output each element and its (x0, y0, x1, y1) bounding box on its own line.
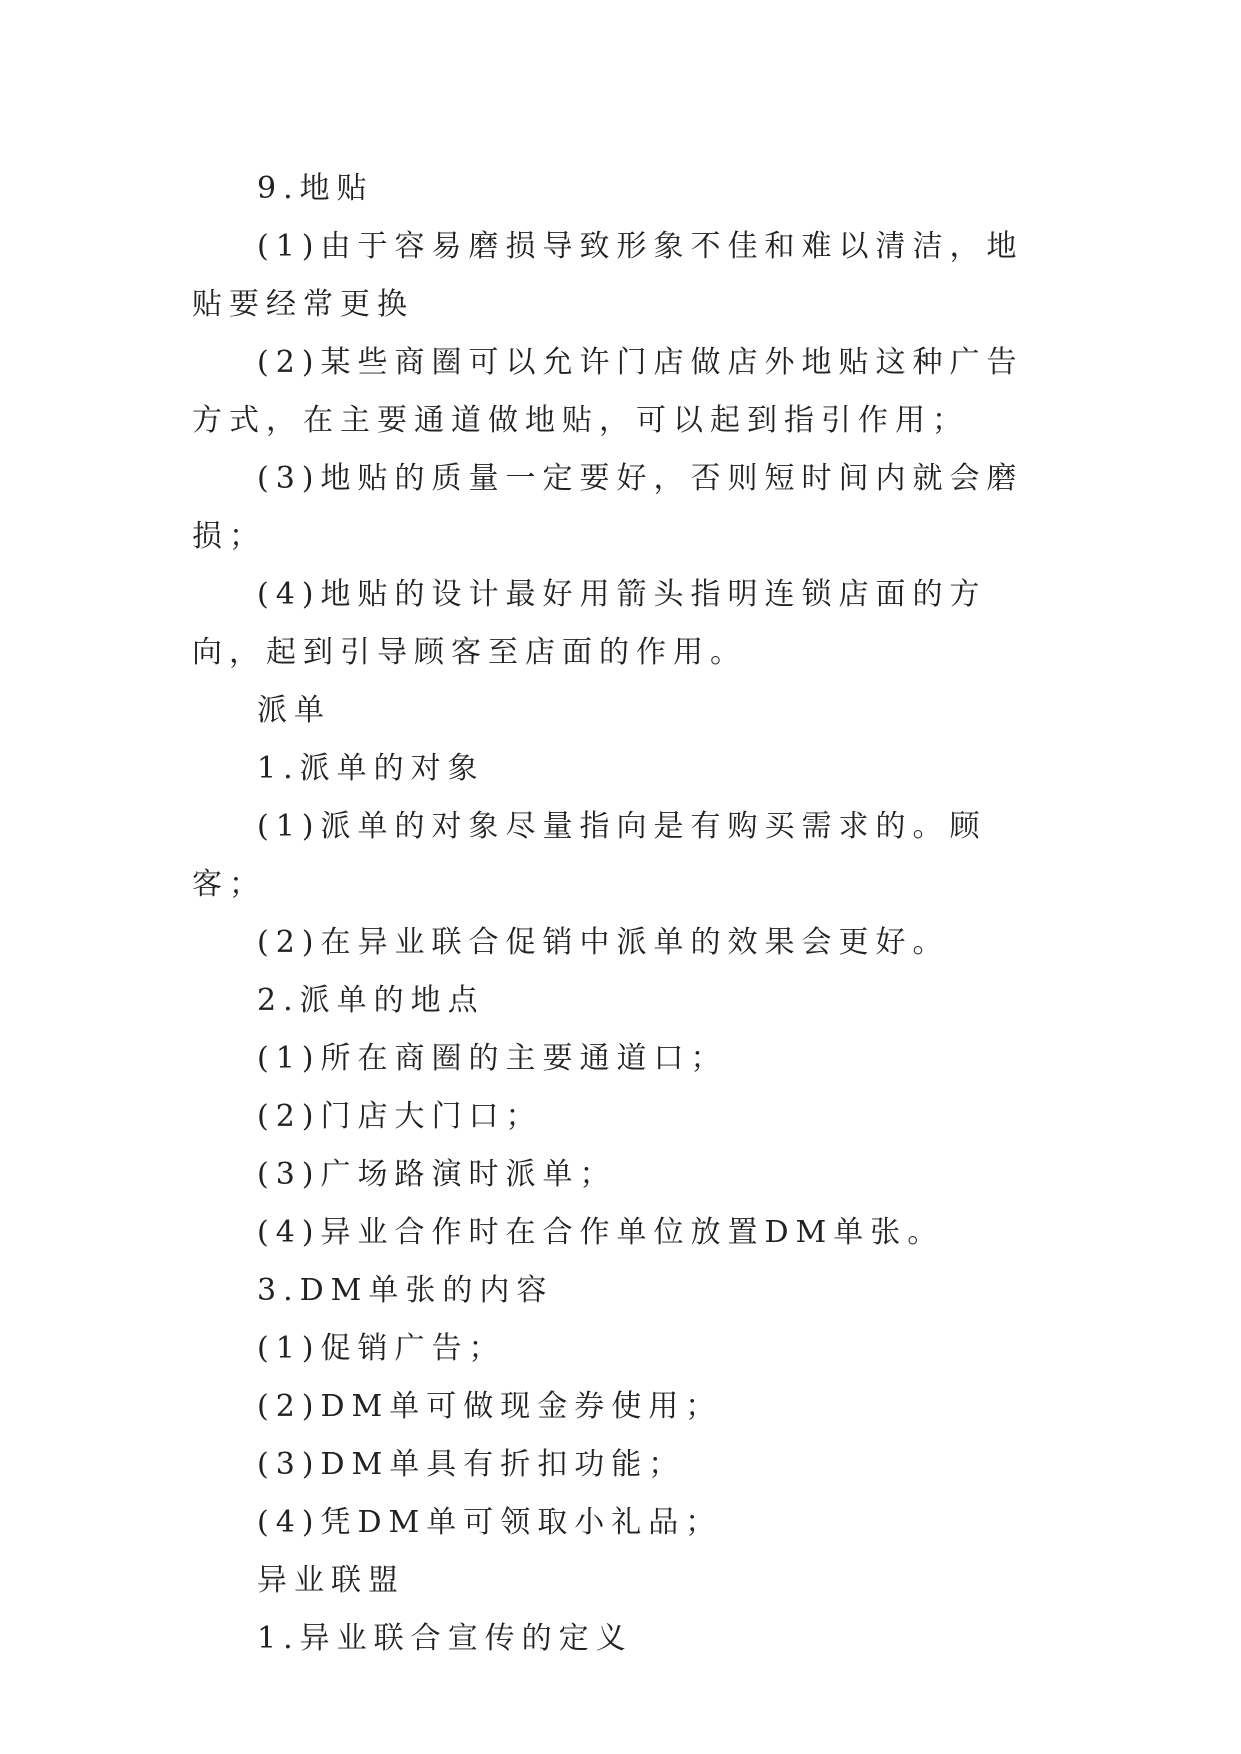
section-heading-cross-industry-alliance: 异业联盟 (257, 1563, 405, 1598)
paragraph: (2)DM单可做现金券使用； (257, 1389, 723, 1424)
paragraph: (2)门店大门口； (257, 1099, 543, 1134)
paragraph: (2)某些商圈可以允许门店做店外地贴这种广告方式，在主要通道做地贴，可以起到指引作用； (192, 345, 1024, 438)
paragraph: (1)派单的对象尽量指向是有购买需求的。顾客； (192, 809, 987, 902)
section-heading-flyers: 派单 (257, 693, 331, 728)
subheading: 1.异业联合宣传的定义 (257, 1621, 633, 1656)
subheading: 3.DM单张的内容 (257, 1273, 554, 1308)
paragraph: (4)凭DM单可领取小礼品； (257, 1505, 723, 1540)
subheading: 2.派单的地点 (257, 983, 485, 1018)
paragraph: (4)地贴的设计最好用箭头指明连锁店面的方向，起到引导顾客至店面的作用。 (192, 577, 987, 670)
paragraph: (1)由于容易磨损导致形象不佳和难以清洁，地贴要经常更换 (192, 229, 1024, 322)
paragraph: (2)在异业联合促销中派单的效果会更好。 (257, 925, 950, 960)
paragraph: (3)DM单具有折扣功能； (257, 1447, 686, 1482)
document-page (192, 160, 1052, 1668)
paragraph: (3)广场路演时派单； (257, 1157, 617, 1192)
subheading: 1.派单的对象 (257, 751, 485, 786)
paragraph: (4)异业合作时在合作单位放置DM单张。 (257, 1215, 945, 1250)
paragraph: (1)所在商圈的主要通道口； (257, 1041, 728, 1076)
paragraph: (3)地贴的质量一定要好，否则短时间内就会磨损； (192, 461, 1024, 554)
heading-floor-sticker: 9.地贴 (257, 171, 374, 206)
paragraph: (1)促销广告； (257, 1331, 506, 1366)
